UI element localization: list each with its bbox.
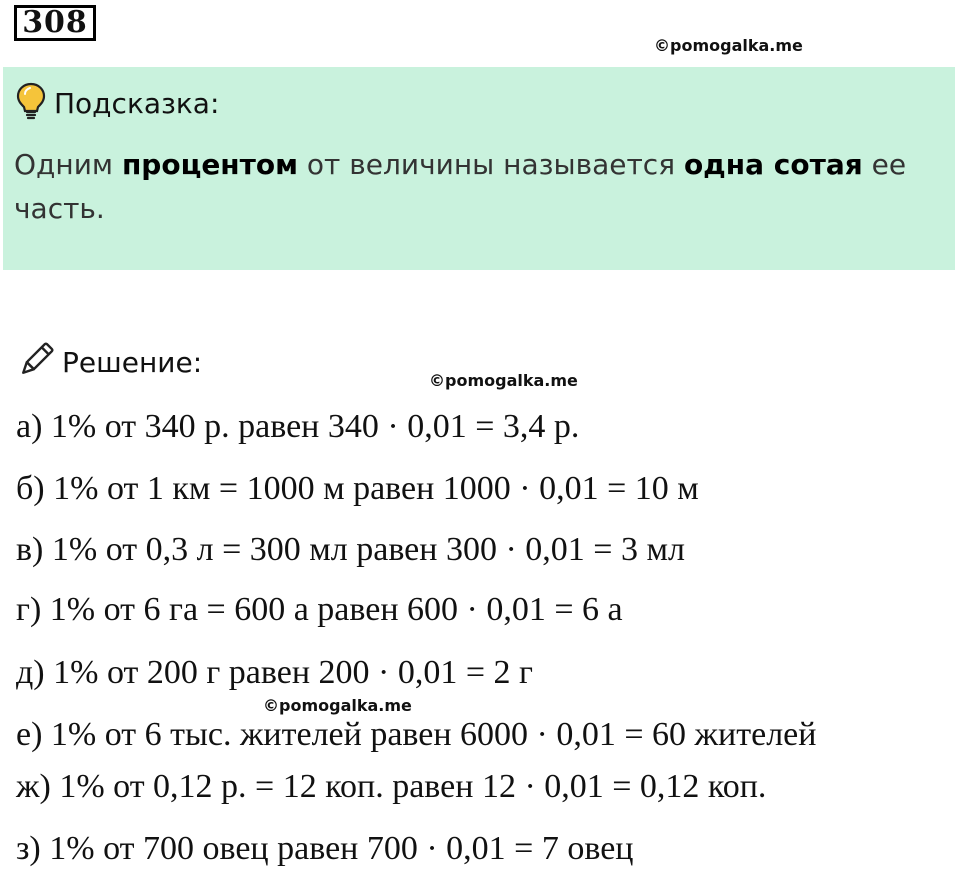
problem-number: 308 (14, 5, 96, 41)
watermark: ©pomogalka.me (263, 696, 412, 715)
solution-title: Решение: (62, 346, 203, 379)
hint-header (16, 82, 219, 125)
solution-header (16, 340, 202, 385)
solution-line: в) 1% от 0,3 л = 300 мл равен 300 · 0,01 = 3 мл (16, 531, 685, 568)
hint-title: Подсказка: (54, 87, 220, 120)
solution-line: д) 1% от 200 г равен 200 · 0,01 = 2 г (16, 654, 533, 691)
solution-line: а) 1% от 340 р. равен 340 · 0,01 = 3,4 р. (16, 408, 580, 445)
hint-bold-term: процентом (121, 148, 299, 181)
solution-line: е) 1% от 6 тыс. жителей равен 6000 · 0,01 = 60 жителей (16, 716, 817, 753)
watermark: ©pomogalka.me (429, 371, 578, 390)
solution-line: б) 1% от 1 км = 1000 м равен 1000 · 0,01 = 10 м (16, 470, 699, 507)
hint-bold-term: одна сотая (683, 148, 863, 181)
lightbulb-icon (16, 82, 46, 125)
solution-line: з) 1% от 700 овец равен 700 · 0,01 = 7 овец (16, 830, 634, 867)
hint-text: Одним процентом от величины называется одна сотая ее часть. (14, 148, 907, 225)
solution-line: г) 1% от 6 га = 600 а равен 600 · 0,01 = 6 а (16, 591, 623, 628)
solution-line: ж) 1% от 0,12 р. = 12 коп. равен 12 · 0,01 = 0,12 коп. (16, 768, 767, 805)
pencil-icon (16, 340, 56, 385)
watermark: ©pomogalka.me (654, 36, 803, 55)
